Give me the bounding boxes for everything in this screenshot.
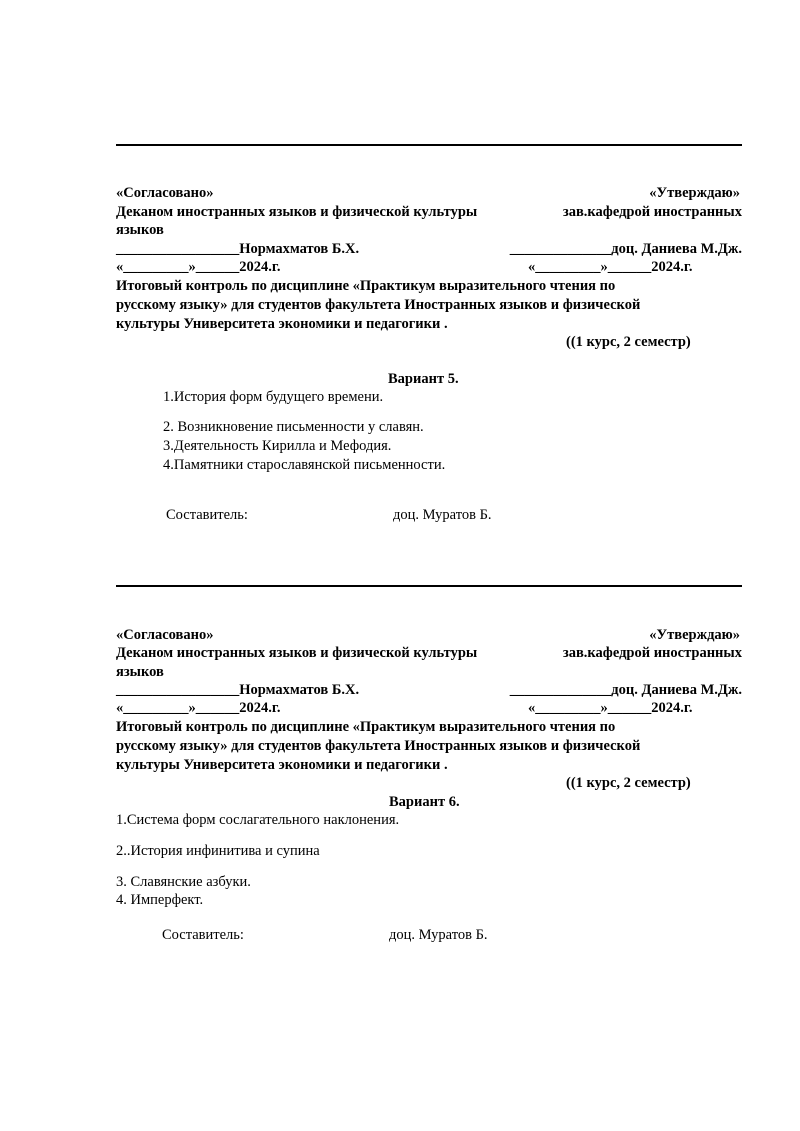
- variant-title: Вариант 6.: [389, 794, 460, 810]
- compiler-label: Составитель:: [166, 507, 248, 523]
- dept-line-continued: языков: [116, 664, 164, 680]
- dean-line: Деканом иностранных языков и физической культуры: [116, 645, 478, 661]
- compiler-label: Составитель:: [162, 927, 244, 943]
- question-item: 3.Деятельность Кирилла и Мефодия.: [163, 438, 392, 454]
- title-line-1: Итоговый контроль по дисциплине «Практикум выразительного чтения по: [116, 278, 616, 294]
- date-right: «_________»______2024.г.: [528, 700, 693, 716]
- course-label: ((1 курс, 2 семестр): [566, 334, 691, 350]
- separator-line: [116, 144, 742, 146]
- title-line-2: русскому языку» для студентов факультета Иностранных языков и физической: [116, 738, 641, 754]
- compiler-name: доц. Муратов Б.: [393, 507, 492, 523]
- question-item: 2. Возникновение письменности у славян.: [163, 419, 424, 435]
- title-line-1: Итоговый контроль по дисциплине «Практикум выразительного чтения по: [116, 719, 616, 735]
- separator-line: [116, 585, 742, 587]
- approve-label: «Утверждаю»: [649, 185, 740, 201]
- agreed-label: «Согласовано»: [116, 627, 214, 643]
- date-left: «_________»______2024.г.: [116, 700, 281, 716]
- title-line-3: культуры Университета экономики и педагогики .: [116, 316, 448, 332]
- course-label: ((1 курс, 2 семестр): [566, 775, 691, 791]
- approve-label: «Утверждаю»: [649, 627, 740, 643]
- sign-right: ______________доц. Даниева М.Дж.: [509, 241, 742, 257]
- title-line-2: русскому языку» для студентов факультета Иностранных языков и физической: [116, 297, 641, 313]
- question-item: 1.История форм будущего времени.: [163, 389, 384, 405]
- sign-left: _________________Нормахматов Б.Х.: [116, 682, 360, 698]
- dean-line: Деканом иностранных языков и физической культуры: [116, 204, 478, 220]
- question-item: 4.Памятники старославянской письменности.: [163, 457, 446, 473]
- variant-title: Вариант 5.: [388, 371, 459, 387]
- dept-line-continued: языков: [116, 222, 164, 238]
- question-item: 2..История инфинитива и супина: [116, 843, 320, 859]
- sign-right: ______________доц. Даниева М.Дж.: [509, 682, 742, 698]
- compiler-name: доц. Муратов Б.: [389, 927, 488, 943]
- agreed-label: «Согласовано»: [116, 185, 214, 201]
- question-item: 4. Имперфект.: [116, 892, 204, 908]
- title-line-3: культуры Университета экономики и педагогики .: [116, 757, 448, 773]
- question-item: 3. Славянские азбуки.: [116, 874, 251, 890]
- dept-line: зав.кафедрой иностранных: [562, 645, 742, 661]
- sign-left: _________________Нормахматов Б.Х.: [116, 241, 360, 257]
- question-item: 1.Система форм сослагательного наклонения.: [116, 812, 400, 828]
- dept-line: зав.кафедрой иностранных: [562, 204, 742, 220]
- date-left: «_________»______2024.г.: [116, 259, 281, 275]
- date-right: «_________»______2024.г.: [528, 259, 693, 275]
